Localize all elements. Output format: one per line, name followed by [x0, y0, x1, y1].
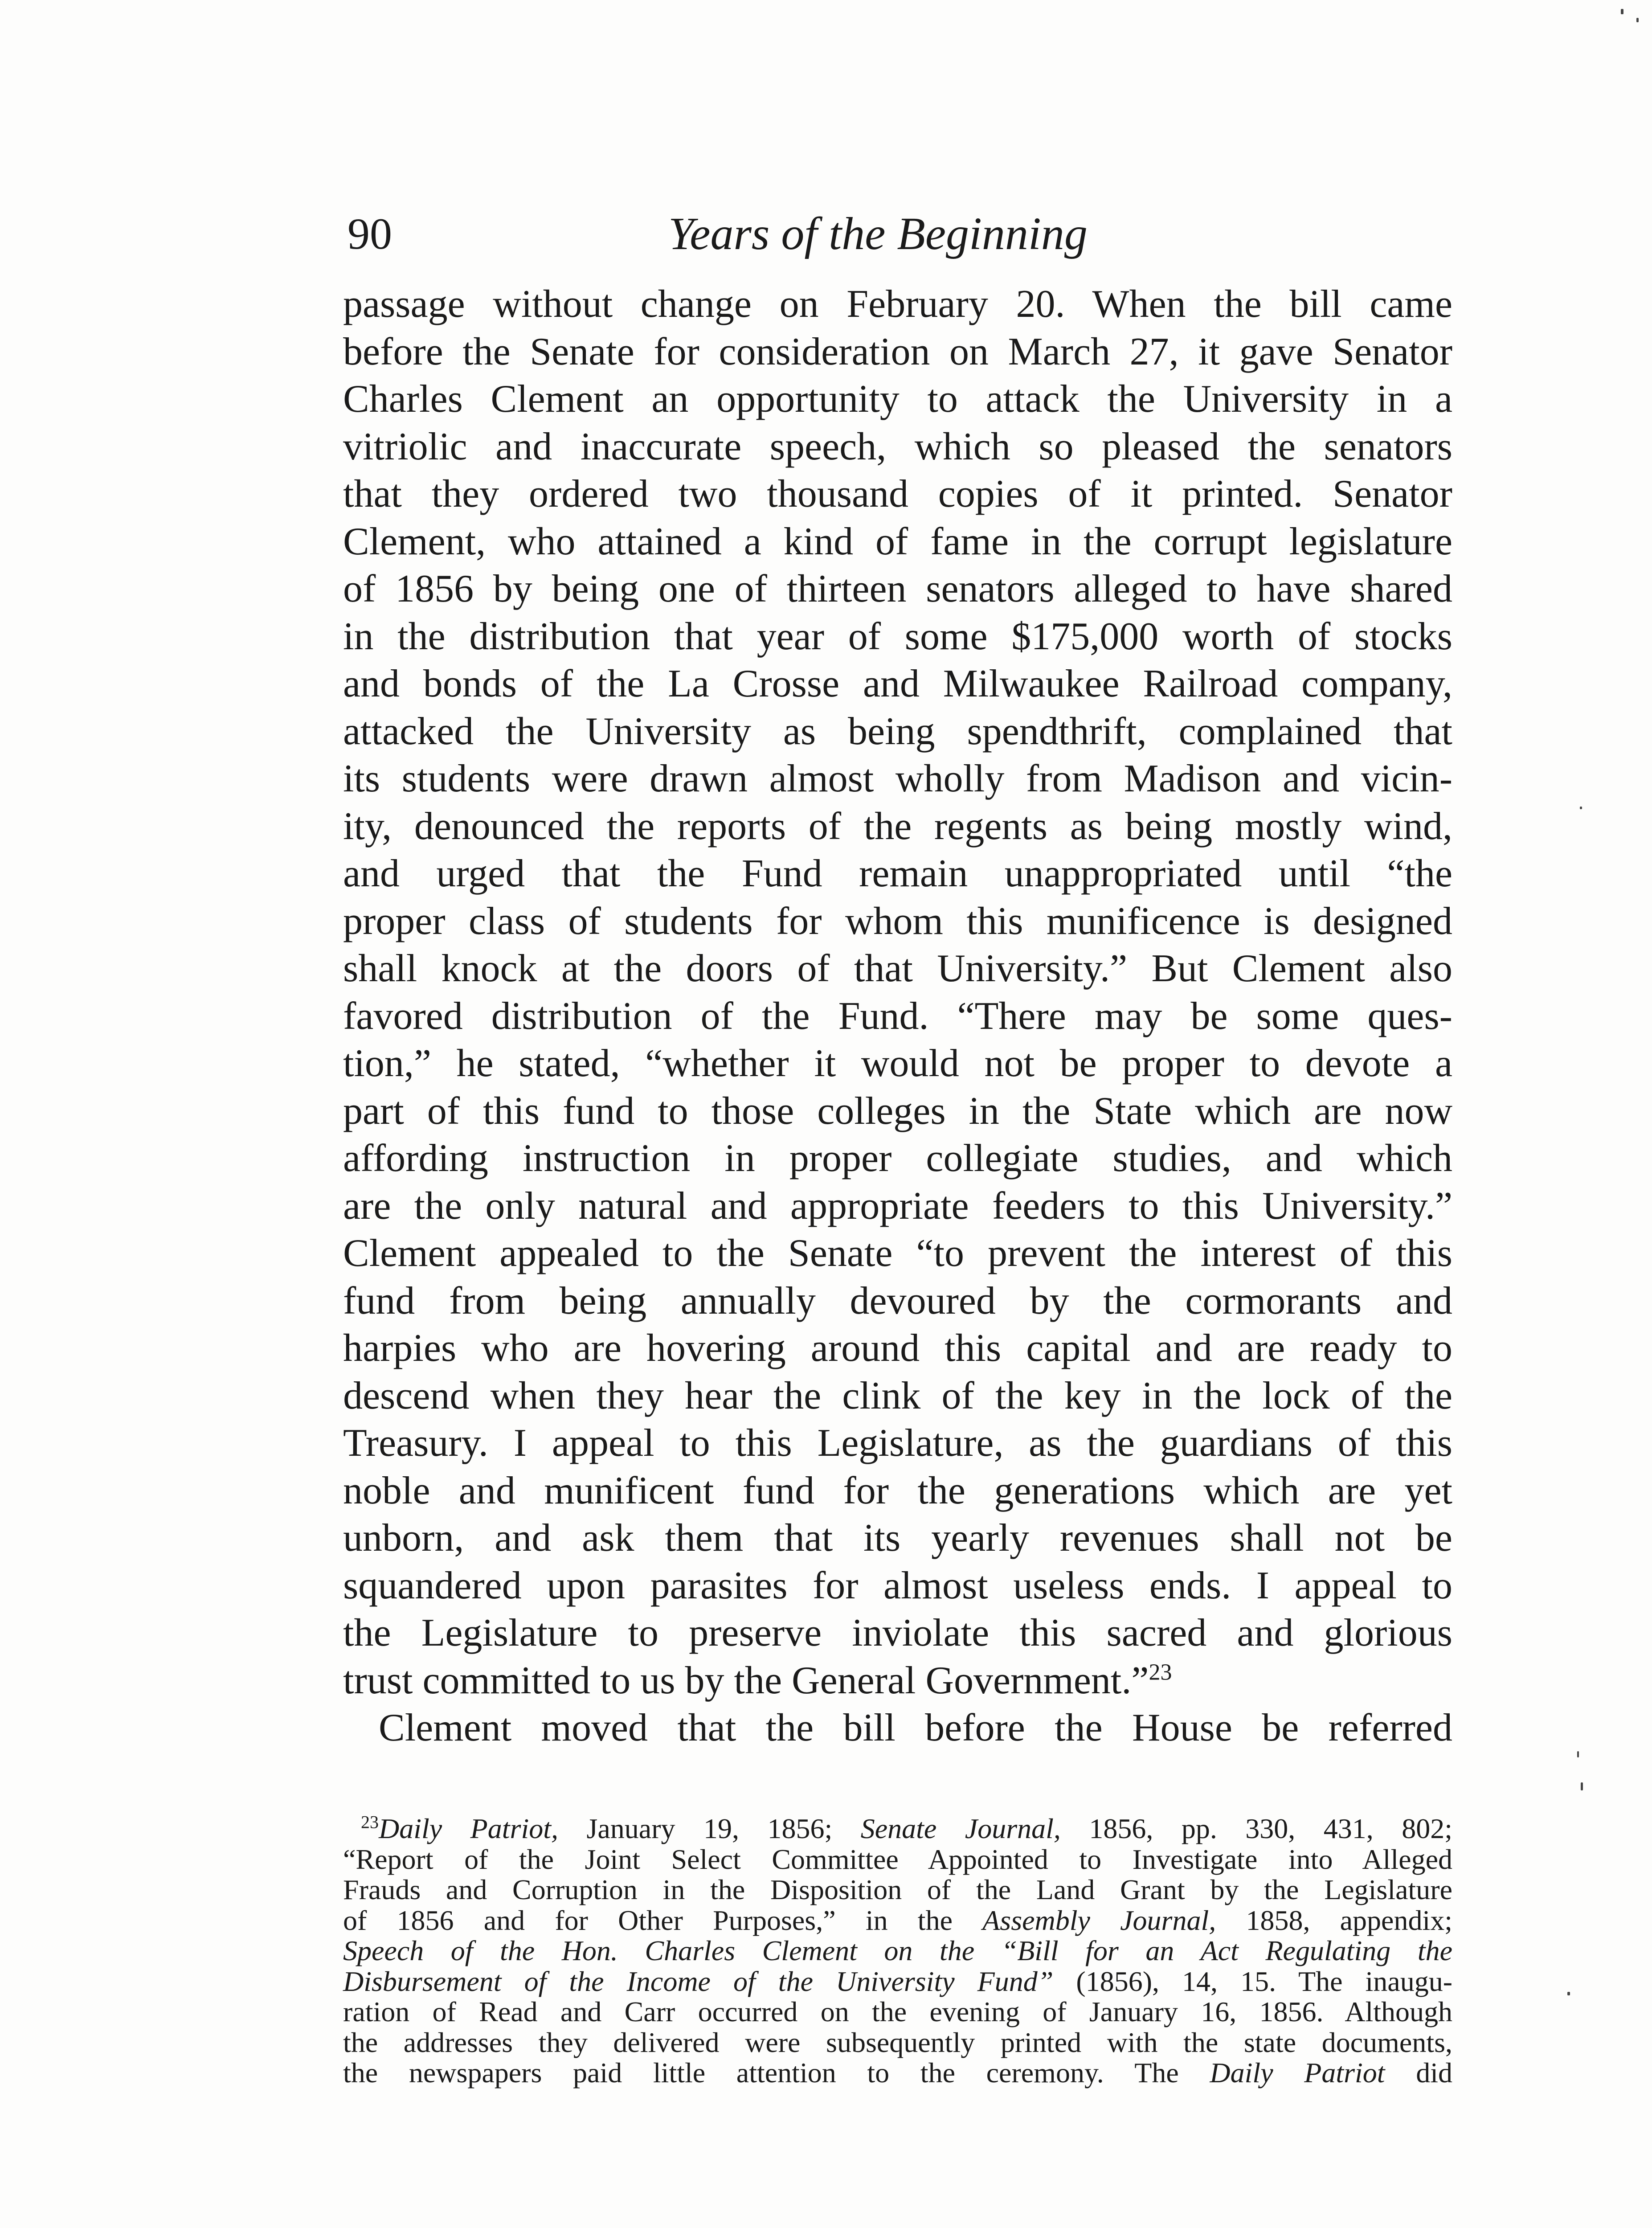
- footnote-line: “Report of the Joint Select Committee Appointed to Investigate into Alleged: [343, 1843, 1452, 1875]
- body-line: Treasury. I appeal to this Legislature, as the guardians of this: [343, 1421, 1452, 1465]
- running-head: [348, 203, 1452, 265]
- scan-speck: [1636, 18, 1639, 22]
- scan-speck: [1621, 9, 1623, 14]
- footnote-reference: 23: [1149, 1659, 1172, 1685]
- body-line: and urged that the Fund remain unappropriated until “the: [343, 852, 1452, 895]
- body-line: affording instruction in proper collegiate studies, and which: [343, 1137, 1452, 1180]
- footnote-block: [343, 1814, 1452, 2089]
- body-line: tion,” he stated, “whether it would not be proper to devote a: [343, 1042, 1452, 1085]
- body-line: favored distribution of the Fund. “There may be some ques-: [343, 994, 1452, 1038]
- footnote-line: the addresses they delivered were subsequently printed with the state documents,: [343, 2026, 1452, 2058]
- citation-title: Senate Journal,: [860, 1813, 1061, 1844]
- body-line: Clement appealed to the Senate “to prevent the interest of this: [343, 1232, 1452, 1275]
- body-line: vitriolic and inaccurate speech, which so pleased the senators: [343, 425, 1452, 468]
- body-line: the Legislature to preserve inviolate this sacred and glorious: [343, 1611, 1452, 1655]
- scan-margin-specks: [1474, 0, 1652, 2228]
- body-line: trust committed to us by the General Government.”$^{23}$: [343, 1659, 1172, 1702]
- citation-title: Assembly Journal,: [982, 1904, 1216, 1936]
- citation-title: Disbursement of the Income of the University Fund”: [343, 1965, 1054, 1997]
- footnote-text: the newspapers paid little attention to the ceremony. The: [343, 2057, 1210, 2089]
- footnote-text: (1856), 14, 15. The inaugu-: [1053, 1965, 1453, 1997]
- body-line: attacked the University as being spendthrift, complained that: [343, 709, 1452, 753]
- footnote-marker: 23: [361, 1812, 379, 1832]
- footnote-line: ration of Read and Carr occurred on the evening of January 16, 1856. Although: [343, 1996, 1452, 2027]
- body-line: in the distribution that year of some $175,000 worth of stocks: [343, 614, 1452, 658]
- running-title: Years of the Beginning: [668, 208, 1088, 259]
- citation-title: Daily Patriot,: [379, 1813, 559, 1844]
- body-line: of 1856 by being one of thirteen senators alleged to have shared: [343, 567, 1452, 610]
- footnote-line: [343, 1814, 1452, 1844]
- body-line: its students were drawn almost wholly from Madison and vicin-: [343, 757, 1452, 800]
- body-line: ity, denounced the reports of the regents as being mostly wind,: [343, 804, 1452, 848]
- scan-speck: [1580, 807, 1582, 809]
- body-line: harpies who are hovering around this capital and are ready to: [343, 1327, 1452, 1370]
- body-line: noble and munificent fund for the generations which are yet: [343, 1469, 1452, 1512]
- body-line: descend when they hear the clink of the key in the lock of the: [343, 1374, 1452, 1417]
- body-line: before the Senate for consideration on March 27, it gave Senator: [343, 330, 1452, 373]
- footnote-text: did: [1385, 2057, 1453, 2089]
- body-line: Clement, who attained a kind of fame in the corrupt legislature: [343, 520, 1452, 563]
- page-number: 90: [348, 209, 392, 258]
- body-line: part of this fund to those colleges in the State which are now: [343, 1089, 1452, 1133]
- scan-speck: [1567, 1992, 1570, 1995]
- footnote-line: Frauds and Corruption in the Disposition of the Land Grant by the Legislature: [343, 1874, 1452, 1905]
- body-line: shall knock at the doors of that University.” But Clement also: [343, 947, 1452, 990]
- footnote-text: 1856, pp. 330, 431, 802;: [1060, 1813, 1453, 1844]
- footnote-line: [343, 2058, 1452, 2089]
- body-line: Charles Clement an opportunity to attack the University in a: [343, 377, 1452, 421]
- body-line: are the only natural and appropriate feeders to this University.”: [343, 1184, 1452, 1228]
- footnote-text: January 19, 1856;: [558, 1813, 861, 1844]
- citation-title: Daily Patriot: [1210, 2057, 1385, 2089]
- body-line: unborn, and ask them that its yearly revenues shall not be: [343, 1516, 1452, 1560]
- footnote-text: of 1856 and for Other Purposes,” in the: [343, 1904, 983, 1936]
- body-line: that they ordered two thousand copies of it printed. Senator: [343, 472, 1452, 516]
- footnote-line: [343, 1936, 1452, 1966]
- citation-title: Speech of the Hon. Charles Clement on the “Bill for an Act Regulating the: [343, 1935, 1452, 1966]
- body-line: fund from being annually devoured by the cormorants and: [343, 1279, 1452, 1323]
- scan-speck: [1581, 1782, 1583, 1790]
- scan-speck: [1577, 1751, 1579, 1757]
- body-line: squandered upon parasites for almost useless ends. I appeal to: [343, 1564, 1452, 1607]
- body-line: Clement moved that the bill before the House be referred: [379, 1706, 1452, 1749]
- body-line: and bonds of the La Crosse and Milwaukee Railroad company,: [343, 662, 1452, 705]
- body-line: passage without change on February 20. When the bill came: [343, 283, 1452, 326]
- body-line: proper class of students for whom this munificence is designed: [343, 899, 1452, 943]
- body-text: [343, 281, 1452, 1752]
- footnote-text: 1858, appendix;: [1216, 1904, 1453, 1936]
- footnote-line: [343, 1966, 1452, 1997]
- footnote-line: [343, 1905, 1452, 1936]
